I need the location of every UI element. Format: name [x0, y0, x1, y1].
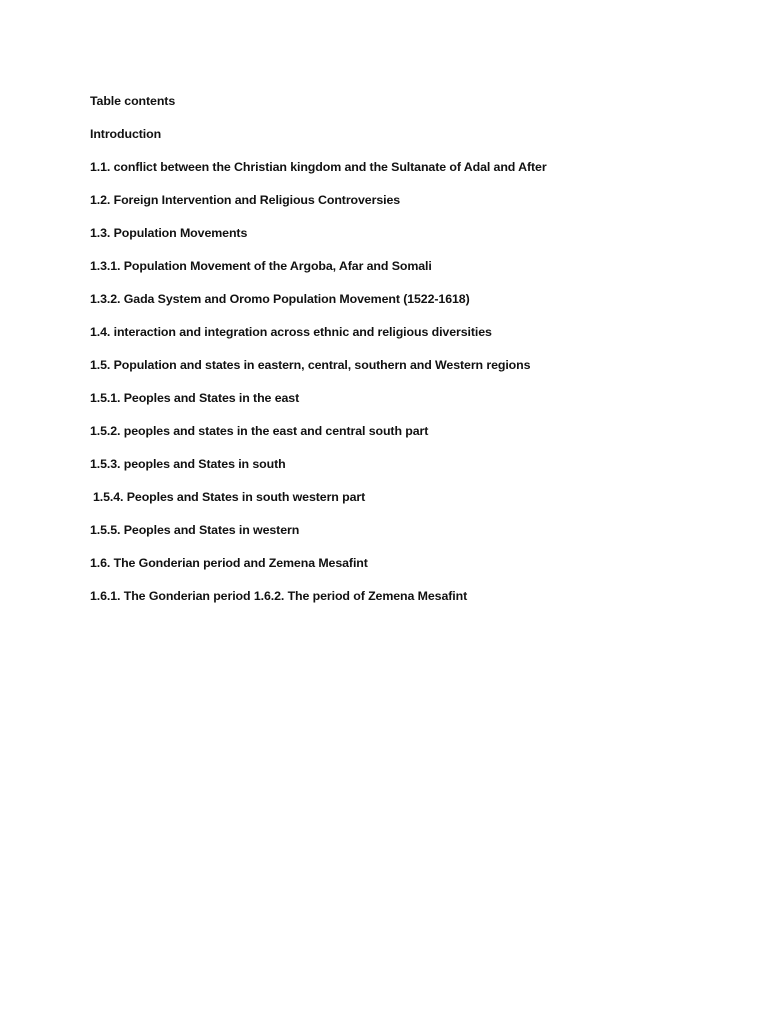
toc-entry-1-5: 1.5. Population and states in eastern, central, southern and Western regions: [90, 358, 531, 372]
toc-entry-1-5-2: 1.5.2. peoples and states in the east and central south part: [90, 424, 429, 438]
toc-entry-1-3-2: 1.3.2. Gada System and Oromo Population Movement (1522-1618): [90, 292, 470, 306]
toc-entry-1-5-4: 1.5.4. Peoples and States in south western part: [93, 490, 366, 504]
toc-heading: Table contents: [90, 94, 176, 108]
table-of-contents: [90, 93, 710, 621]
toc-entry-1-3-1: 1.3.1. Population Movement of the Argoba, Afar and Somali: [90, 259, 432, 273]
toc-entry-1-5-1: 1.5.1. Peoples and States in the east: [90, 391, 300, 405]
toc-entry-1-2: 1.2. Foreign Intervention and Religious Controversies: [90, 193, 401, 207]
toc-entry-1-6-1: 1.6.1. The Gonderian period 1.6.2. The period of Zemena Mesafint: [90, 589, 468, 603]
toc-entry-introduction: Introduction: [90, 127, 162, 141]
toc-entry-1-3: 1.3. Population Movements: [90, 226, 248, 240]
toc-entry-1-1: 1.1. conflict between the Christian kingdom and the Sultanate of Adal and After: [90, 160, 547, 174]
toc-entry-1-4: 1.4. interaction and integration across ethnic and religious diversities: [90, 325, 492, 339]
toc-entry-1-5-3: 1.5.3. peoples and States in south: [90, 457, 286, 471]
toc-entry-1-5-5: 1.5.5. Peoples and States in western: [90, 523, 300, 537]
toc-entry-1-6: 1.6. The Gonderian period and Zemena Mesafint: [90, 556, 368, 570]
